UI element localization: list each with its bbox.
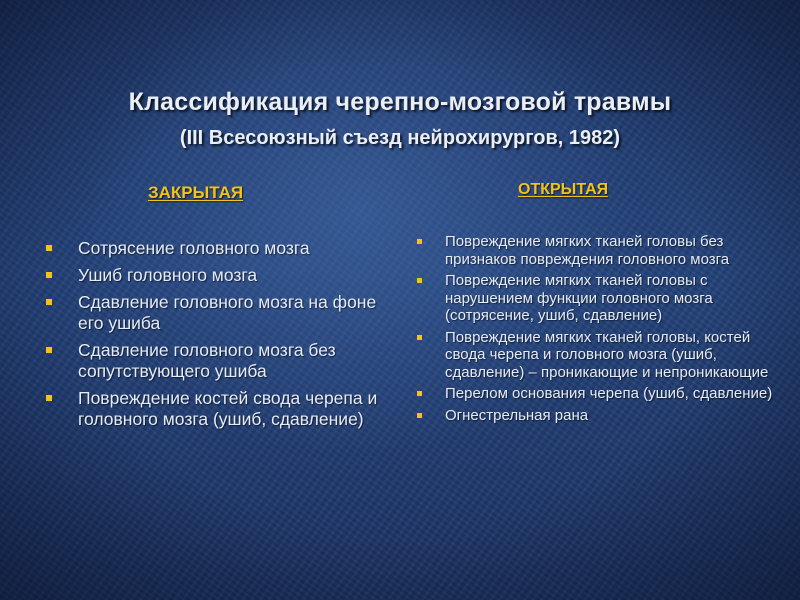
closed-heading: ЗАКРЫТАЯ	[148, 183, 244, 202]
open-list-item	[417, 233, 787, 268]
square-bullet-icon	[417, 335, 422, 340]
closed-list-item	[45, 292, 390, 334]
open-list	[417, 233, 787, 428]
closed-list-item	[45, 388, 390, 430]
square-bullet-icon	[417, 391, 422, 396]
open-heading: ОТКРЫТАЯ	[518, 181, 609, 198]
square-bullet-icon	[46, 272, 52, 278]
open-item-text: Повреждение мягких тканей головы без признаков повреждения головного мозга	[445, 233, 730, 268]
title-block	[0, 88, 800, 150]
closed-list-item	[45, 340, 390, 382]
open-item-text: Перелом основания черепа (ушиб, сдавление)	[445, 385, 773, 402]
square-bullet-icon	[46, 245, 52, 251]
closed-list-item	[45, 265, 390, 286]
square-bullet-icon	[46, 347, 52, 353]
closed-list-item	[45, 238, 390, 259]
square-bullet-icon	[46, 299, 52, 305]
open-list-item	[417, 407, 787, 425]
closed-item-text: Сдавление головного мозга без сопутствующего ушиба	[78, 340, 336, 381]
open-list-item	[417, 272, 787, 325]
square-bullet-icon	[46, 395, 52, 401]
closed-item-text: Сдавление головного мозга на фоне его ушиба	[78, 292, 377, 333]
open-item-text: Повреждение мягких тканей головы, костей свода черепа и головного мозга (ушиб, сдавление) – проникающие и непроникающие	[445, 328, 769, 381]
closed-item-text: Сотрясение головного мозга	[78, 238, 310, 258]
square-bullet-icon	[417, 278, 422, 283]
closed-list	[45, 238, 390, 436]
open-list-item	[417, 329, 787, 382]
slide-subtitle: (III Всесоюзный съезд нейрохирургов, 1982)	[179, 127, 621, 149]
open-item-text: Огнестрельная рана	[445, 406, 589, 424]
closed-item-text: Ушиб головного мозга	[78, 265, 258, 285]
open-list-item	[417, 385, 787, 403]
square-bullet-icon	[417, 239, 422, 244]
open-item-text: Повреждение мягких тканей головы с нарушением функции головного мозга (сотрясение, ушиб, сдавление)	[445, 272, 713, 324]
closed-item-text: Повреждение костей свода черепа и головного мозга (ушиб, сдавление)	[78, 388, 378, 429]
square-bullet-icon	[417, 413, 422, 418]
slide-title: Классификация черепно-мозговой травмы	[128, 88, 672, 116]
